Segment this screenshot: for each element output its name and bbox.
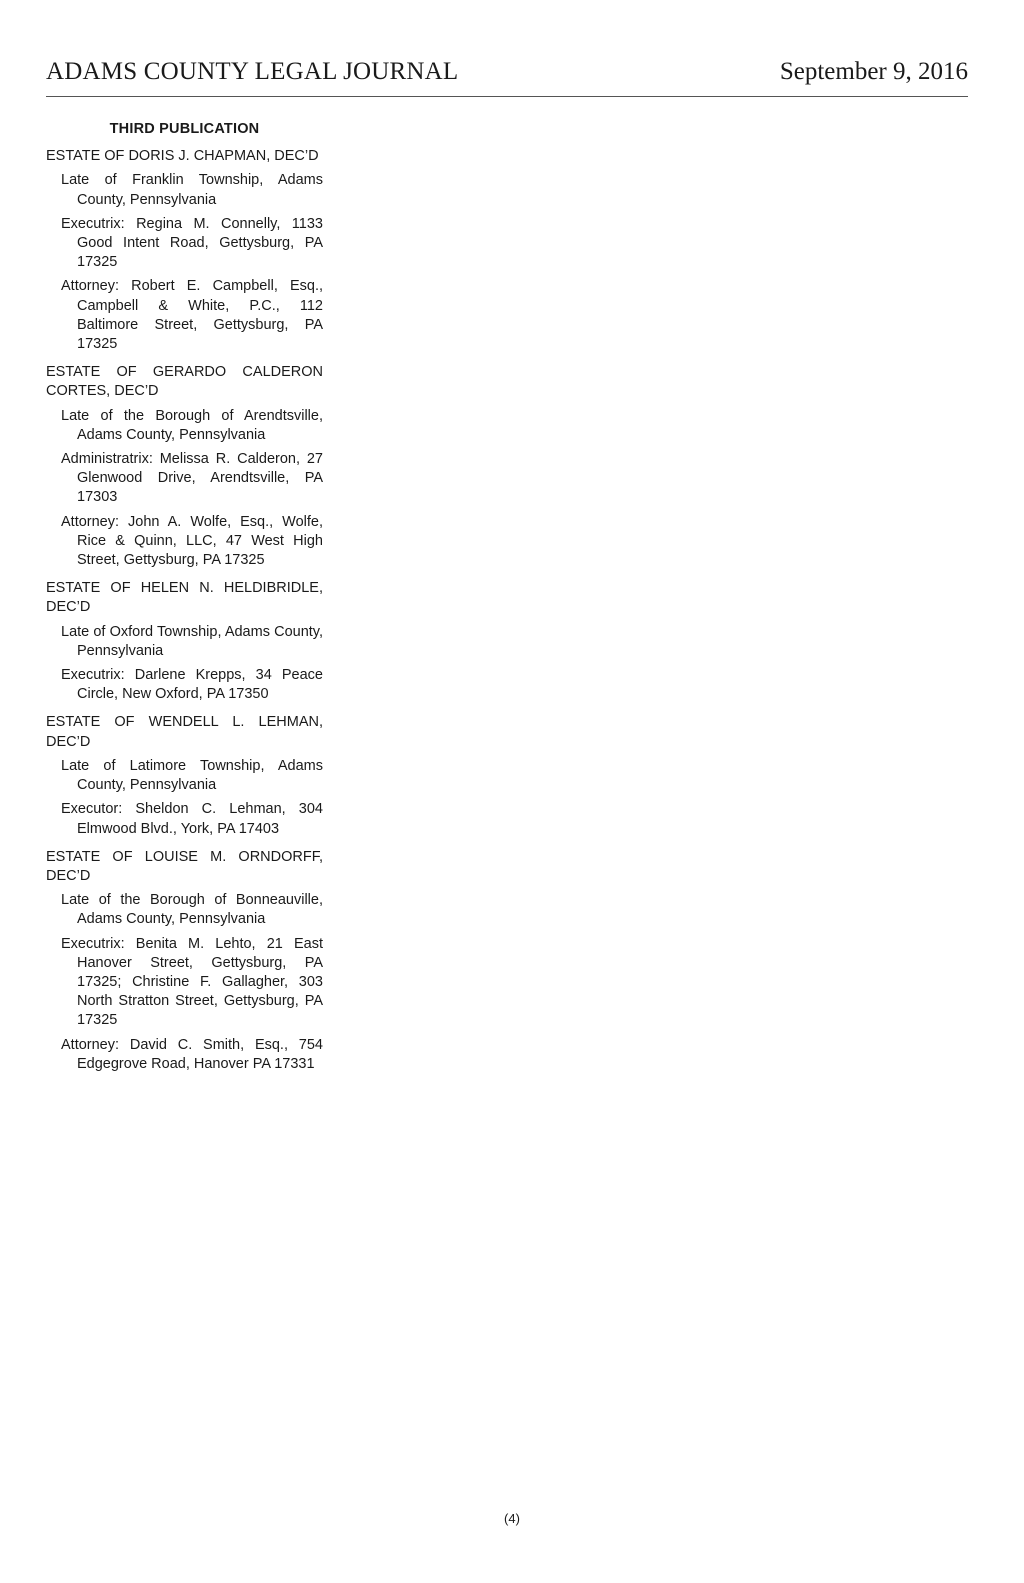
estate-name: ESTATE OF GERARDO CALDERON CORTES, DEC’D xyxy=(46,364,323,400)
estate-notice xyxy=(46,363,323,570)
estate-executor: Executrix: Darlene Krepps, 34 Peace Circle, New Oxford, PA 17350 xyxy=(61,667,323,703)
estate-residence: Late of the Borough of Arendtsville, Adams County, Pennsylvania xyxy=(61,407,323,443)
estate-notice xyxy=(46,579,323,704)
estate-residence: Late of Oxford Township, Adams County, Pennsylvania xyxy=(61,623,323,659)
estate-administrator: Administratrix: Melissa R. Calderon, 27 Glenwood Drive, Arendtsville, PA 17303 xyxy=(61,451,323,506)
section-heading: THIRD PUBLICATION xyxy=(109,121,260,137)
estate-executor: Executrix: Regina M. Connelly, 1133 Good Intent Road, Gettysburg, PA 17325 xyxy=(61,215,323,271)
estate-name: ESTATE OF LOUISE M. ORNDORFF, DEC’D xyxy=(46,848,323,884)
estate-executor: Executrix: Benita M. Lehto, 21 East Hanover Street, Gettysburg, PA 17325; Christine F. Gallagher, 303 North Stratton Street, Gettysburg, PA 17325 xyxy=(61,935,323,1029)
issue-date: September 9, 2016 xyxy=(779,58,968,85)
estate-executor: Executor: Sheldon C. Lehman, 304 Elmwood Blvd., York, PA 17403 xyxy=(61,801,323,837)
notices-column xyxy=(46,120,323,1083)
estate-residence: Late of the Borough of Bonneauville, Adams County, Pennsylvania xyxy=(61,892,323,928)
estate-attorney: Attorney: John A. Wolfe, Esq., Wolfe, Rice & Quinn, LLC, 47 West High Street, Gettysburg, PA 17325 xyxy=(61,513,323,569)
estate-residence: Late of Franklin Township, Adams County, Pennsylvania xyxy=(61,172,323,208)
estate-residence: Late of Latimore Township, Adams County, Pennsylvania xyxy=(61,757,323,794)
estate-attorney: Attorney: Robert E. Campbell, Esq., Campbell & White, P.C., 112 Baltimore Street, Gettysburg, PA 17325 xyxy=(61,278,323,353)
estate-notice xyxy=(46,848,323,1074)
estate-attorney: Attorney: David C. Smith, Esq., 754 Edgegrove Road, Hanover PA 17331 xyxy=(61,1036,323,1072)
journal-title: ADAMS COUNTY LEGAL JOURNAL xyxy=(46,58,459,85)
page-header xyxy=(46,56,968,88)
estate-name: ESTATE OF DORIS J. CHAPMAN, DEC’D xyxy=(46,148,319,165)
estate-notice xyxy=(46,713,323,838)
estate-name: ESTATE OF WENDELL L. LEHMAN, DEC’D xyxy=(46,714,323,750)
header-divider xyxy=(46,96,968,97)
estate-name: ESTATE OF HELEN N. HELDIBRIDLE, DEC’D xyxy=(46,580,323,616)
page-number: (4) xyxy=(504,1511,520,1526)
estate-notice xyxy=(46,147,323,354)
